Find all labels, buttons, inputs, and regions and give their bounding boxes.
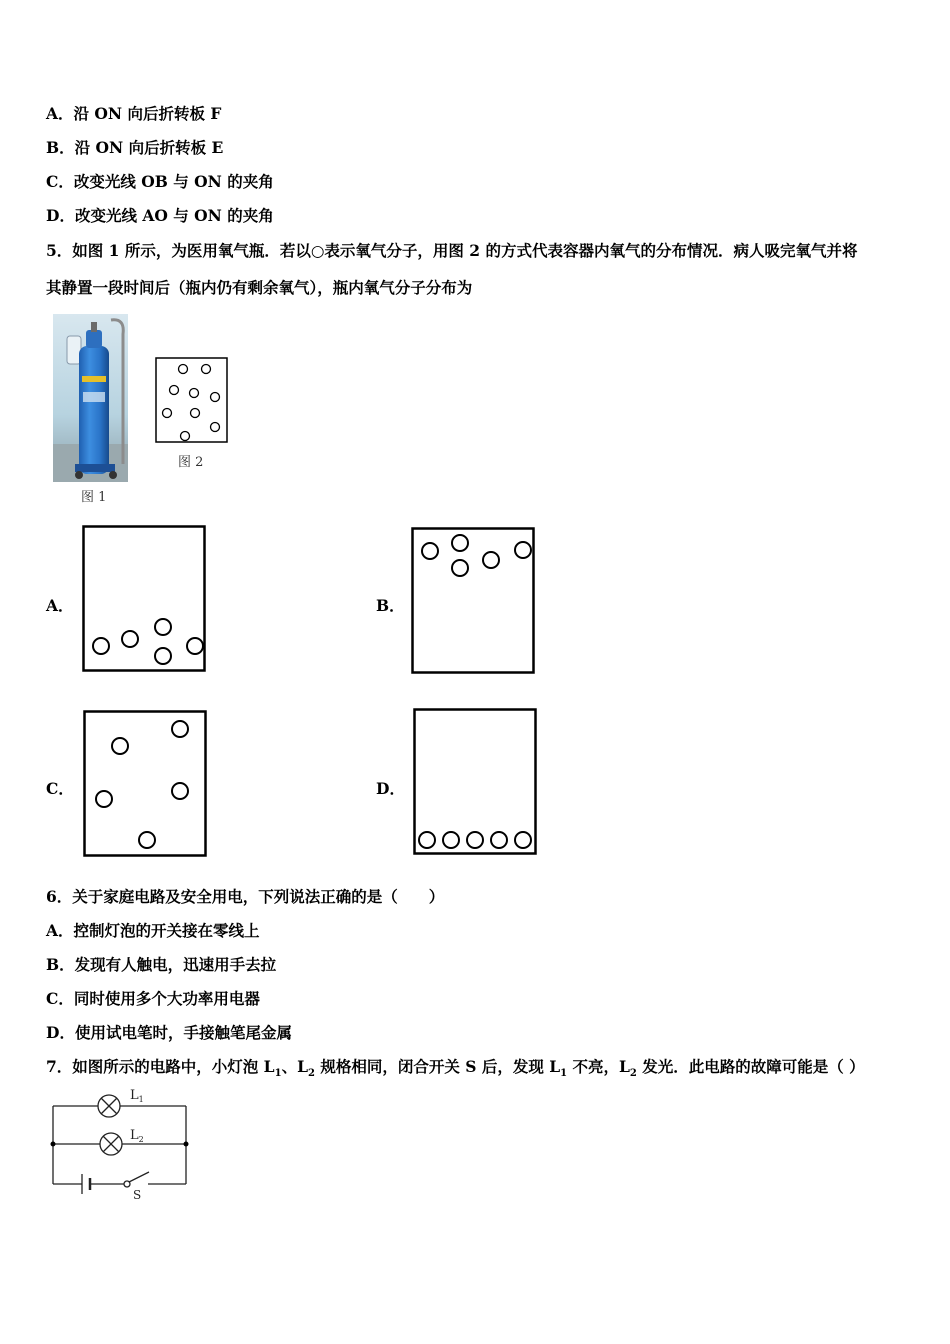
q5-option-d-diagram bbox=[413, 708, 537, 855]
q5-option-b-label: B． bbox=[376, 596, 405, 615]
q7-stem: 7．如图所示的电路中，小灯泡 $L_1$、$L_2$ 规格相同，闭合开关 S 后，发现 $L_1$ 不亮，$L_2$ 发光．此电路的故障可能是（ ） bbox=[46, 1057, 865, 1080]
oxygen-cylinder-photo bbox=[53, 314, 128, 482]
q7-circuit-diagram bbox=[46, 1088, 196, 1203]
lamp1-label: $L_1$ bbox=[130, 1088, 144, 1104]
q5-option-a-diagram bbox=[82, 525, 206, 672]
q6-stem: 6．关于家庭电路及安全用电，下列说法正确的是（ ） bbox=[46, 887, 445, 906]
fig2-caption: 图 2 bbox=[178, 455, 204, 470]
q5-stem-line1: 5．如图 1 所示，为医用氧气瓶．若以○表示氧气分子，用图 2 的方式代表容器内氧气的分布情况．病人吸完氧气并将 bbox=[46, 241, 858, 260]
q4-option-d: D．改变光线 AO 与 ON 的夹角 bbox=[46, 206, 274, 225]
q6-option-d: D．使用试电笔时，手接触笔尾金属 bbox=[46, 1023, 292, 1042]
q4-option-b: B．沿 ON 向后折转板 E bbox=[46, 138, 224, 157]
lamp2-label: $L_2$ bbox=[130, 1128, 144, 1144]
q4-option-a: A．沿 ON 向后折转板 F bbox=[46, 104, 222, 123]
q4-option-c: C．改变光线 OB 与 ON 的夹角 bbox=[46, 172, 274, 191]
q5-option-a-label: A． bbox=[46, 596, 74, 615]
q5-option-c-label: C． bbox=[46, 779, 74, 798]
q5-option-b-diagram bbox=[411, 527, 535, 674]
fig2-container bbox=[155, 357, 229, 443]
fig1-caption: 图 1 bbox=[81, 490, 107, 505]
q6-option-a: A．控制灯泡的开关接在零线上 bbox=[46, 921, 260, 940]
q5-option-c-diagram bbox=[83, 710, 207, 857]
q5-stem-line2: 其静置一段时间后（瓶内仍有剩余氧气），瓶内氧气分子分布为 bbox=[46, 278, 473, 297]
q6-option-c: C．同时使用多个大功率用电器 bbox=[46, 989, 260, 1008]
q6-option-b: B．发现有人触电，迅速用手去拉 bbox=[46, 955, 277, 974]
q5-option-d-label: D． bbox=[376, 779, 405, 798]
switch-label: S bbox=[133, 1188, 142, 1202]
